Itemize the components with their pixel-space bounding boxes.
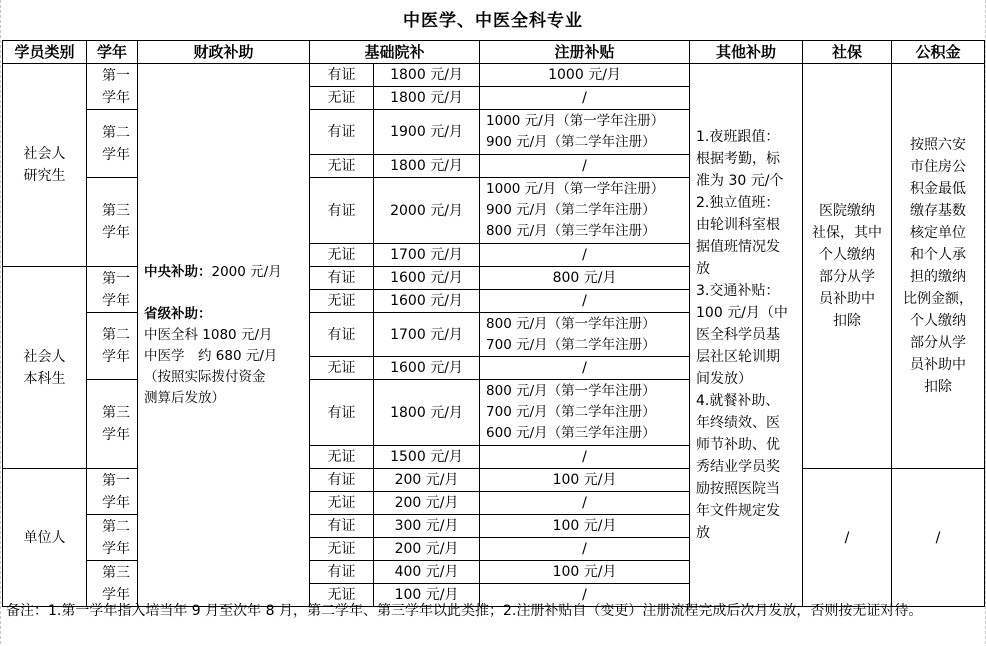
registration-subsidy: /	[480, 155, 690, 178]
year-1: 第一 学年	[87, 469, 138, 515]
year-2: 第二 学年	[87, 515, 138, 561]
header-social: 社保	[803, 41, 892, 64]
header-year: 学年	[87, 41, 138, 64]
registration-subsidy: 1000 元/月（第一学年注册） 900 元/月（第二学年注册） 800 元/月（第三学年注册）	[480, 178, 690, 244]
page-title: 中医学、中医全科专业	[403, 11, 583, 31]
base-amount: 200 元/月	[374, 469, 480, 492]
cert-status: 有证	[310, 267, 374, 290]
cert-status: 有证	[310, 110, 374, 155]
fiscal-subsidy: 中央补助：2000 元/月 省级补助： 中医全科 1080 元/月 中医学 约 680 元/月 （按照实际拨付资金 测算后发放）	[138, 64, 310, 607]
category-unit: 单位人	[3, 469, 87, 607]
base-amount: 300 元/月	[374, 515, 480, 538]
cert-status: 有证	[310, 561, 374, 584]
base-amount: 1600 元/月	[374, 357, 480, 380]
registration-subsidy: /	[480, 290, 690, 313]
year-3: 第三 学年	[87, 561, 138, 607]
header-fiscal: 财政补助	[138, 41, 310, 64]
cert-status: 有证	[310, 380, 374, 446]
registration-subsidy: 1000 元/月（第一学年注册） 900 元/月（第二学年注册）	[480, 110, 690, 155]
base-amount: 200 元/月	[374, 492, 480, 515]
base-amount: 1500 元/月	[374, 446, 480, 469]
registration-subsidy: /	[480, 244, 690, 267]
registration-subsidy: 1000 元/月	[480, 64, 690, 87]
header-registration: 注册补贴	[480, 41, 690, 64]
table-row	[3, 64, 985, 87]
header-other: 其他补助	[690, 41, 803, 64]
subsidy-table	[2, 40, 985, 607]
base-amount: 1600 元/月	[374, 290, 480, 313]
base-amount: 1800 元/月	[374, 87, 480, 110]
housing-fund: 按照六安 市住房公 积金最低 缴存基数 核定单位 和个人承 担的缴纳 比例金额， 个人缴纳 部分从学 员补助中 扣除	[892, 64, 985, 469]
housing-fund-unit: /	[892, 469, 985, 607]
cert-status: 无证	[310, 155, 374, 178]
year-1: 第一 学年	[87, 267, 138, 313]
year-2: 第二 学年	[87, 313, 138, 380]
registration-subsidy: /	[480, 87, 690, 110]
year-3: 第三 学年	[87, 380, 138, 469]
cert-status: 无证	[310, 538, 374, 561]
cert-status: 有证	[310, 178, 374, 244]
cert-status: 无证	[310, 446, 374, 469]
registration-subsidy: 800 元/月（第一学年注册） 700 元/月（第二学年注册）	[480, 313, 690, 357]
year-1: 第一 学年	[87, 64, 138, 110]
cert-status: 无证	[310, 584, 374, 607]
cert-status: 无证	[310, 492, 374, 515]
base-amount: 2000 元/月	[374, 178, 480, 244]
registration-subsidy: 800 元/月（第一学年注册） 700 元/月（第二学年注册） 600 元/月（第三学年注册）	[480, 380, 690, 446]
base-amount: 1900 元/月	[374, 110, 480, 155]
registration-subsidy: /	[480, 492, 690, 515]
base-amount: 400 元/月	[374, 561, 480, 584]
registration-subsidy: 100 元/月	[480, 469, 690, 492]
base-amount: 1600 元/月	[374, 267, 480, 290]
other-subsidy: 1.夜班跟值： 根据考勤，标 准为 30 元/个 2.独立值班： 由轮训科室根 据值班情况发 放 3.交通补贴： 100 元/月（中 医全科学员基 层社区轮训期 间发放） 4.就餐补助、 年终绩效、医 师节补助、优 秀结业学员奖 励按照医院当 年文件规定发 放	[690, 64, 803, 607]
social-insurance: 医院缴纳 社保，其中 个人缴纳 部分从学 员补助中 扣除	[803, 64, 892, 469]
registration-subsidy: 100 元/月	[480, 561, 690, 584]
cert-status: 无证	[310, 290, 374, 313]
base-amount: 100 元/月	[374, 584, 480, 607]
year-3: 第三 学年	[87, 178, 138, 267]
year-2: 第二 学年	[87, 110, 138, 178]
registration-subsidy: /	[480, 357, 690, 380]
cert-status: 无证	[310, 87, 374, 110]
cert-status: 有证	[310, 64, 374, 87]
registration-subsidy: /	[480, 584, 690, 607]
registration-subsidy: /	[480, 538, 690, 561]
category-undergraduate: 社会人 本科生	[3, 267, 87, 469]
base-amount: 1800 元/月	[374, 155, 480, 178]
social-insurance-unit: /	[803, 469, 892, 607]
header-fund: 公积金	[892, 41, 985, 64]
registration-subsidy: 100 元/月	[480, 515, 690, 538]
header-row	[3, 41, 985, 64]
base-amount: 1700 元/月	[374, 313, 480, 357]
cert-status: 有证	[310, 469, 374, 492]
registration-subsidy: /	[480, 446, 690, 469]
base-amount: 1800 元/月	[374, 64, 480, 87]
header-base: 基础院补	[310, 41, 480, 64]
category-graduate: 社会人 研究生	[3, 64, 87, 267]
registration-subsidy: 800 元/月	[480, 267, 690, 290]
header-category: 学员类别	[3, 41, 87, 64]
cert-status: 有证	[310, 515, 374, 538]
base-amount: 200 元/月	[374, 538, 480, 561]
cert-status: 有证	[310, 313, 374, 357]
footnote: 备注：1.第一学年指入培当年 9 月至次年 8 月，第二学年、第三学年以此类推；2.注册补贴自（变更）注册流程完成后次月发放，否则按无证对待。	[6, 603, 923, 619]
cert-status: 无证	[310, 244, 374, 267]
base-amount: 1700 元/月	[374, 244, 480, 267]
base-amount: 1800 元/月	[374, 380, 480, 446]
cert-status: 无证	[310, 357, 374, 380]
